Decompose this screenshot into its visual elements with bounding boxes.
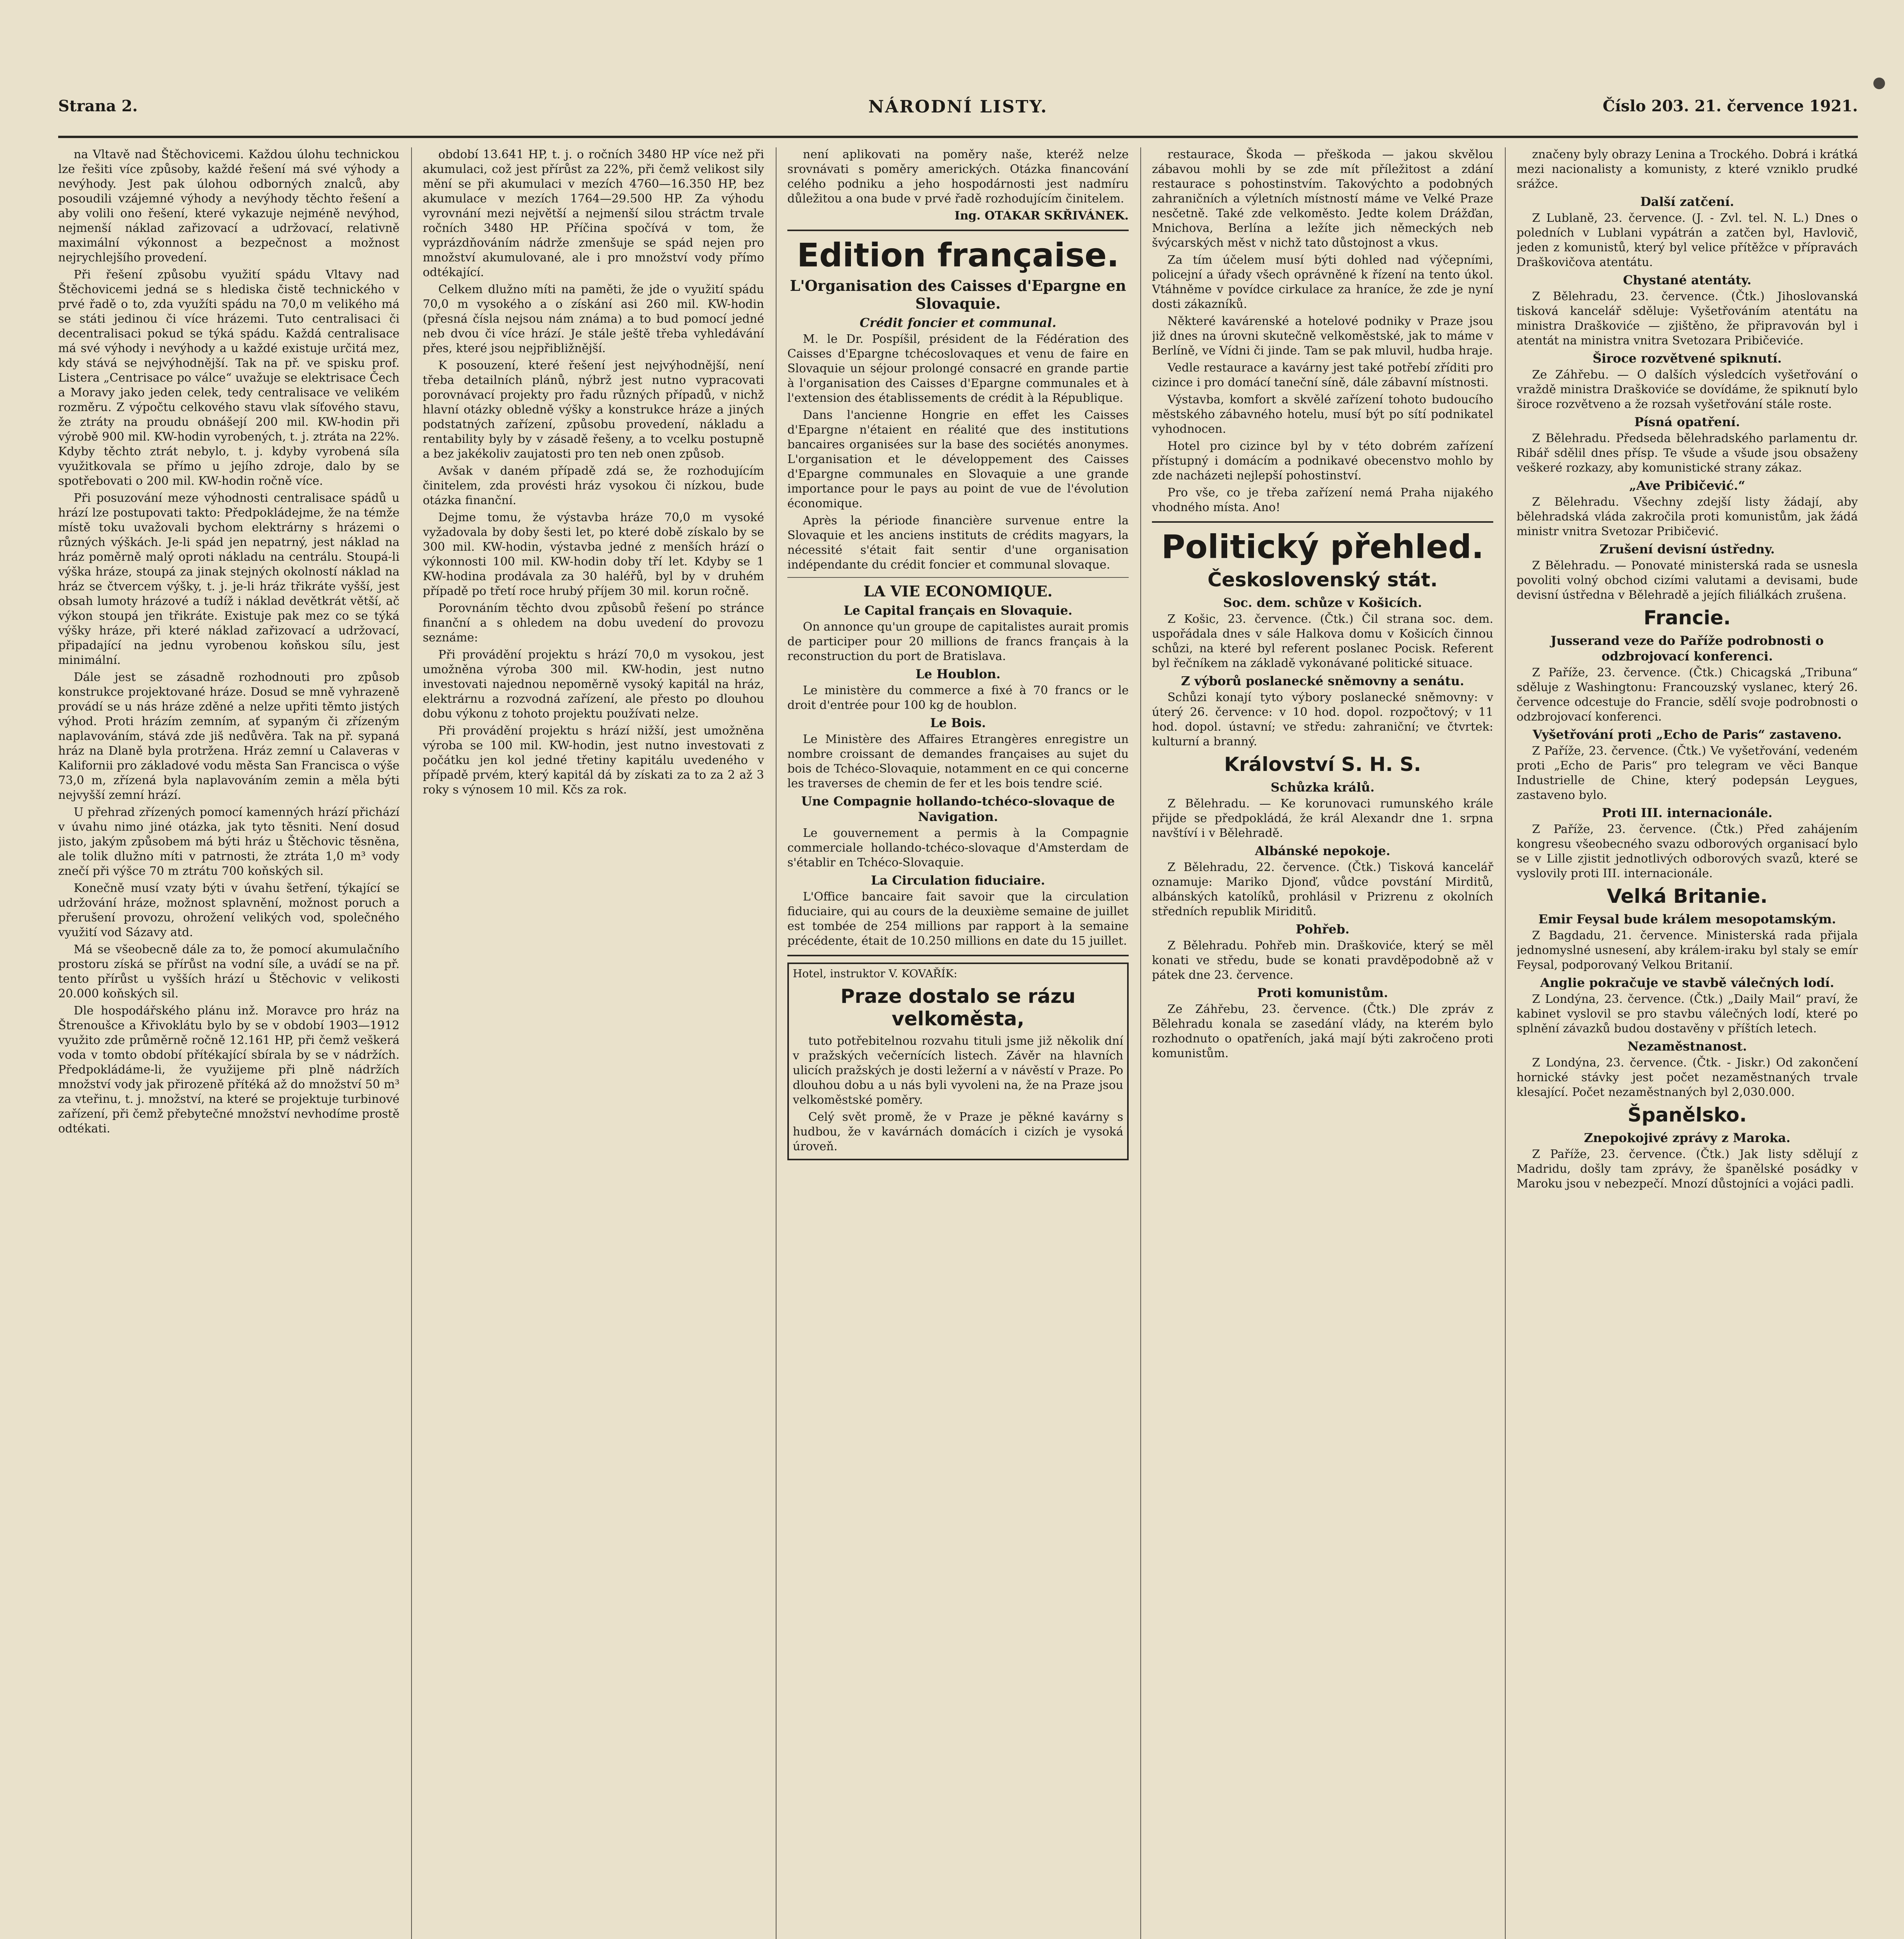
article-paragraph: období 13.641 HP, t. j. o ročních 3480 HP více než při akumulaci, což jest přírůst za 22%, při čemž velikost sily mění se při akumulaci v mezích 4760—16.350 HP, bez akumulace v mezích 1764—29.500 HP. Za výhodu vyrovnání mezi největší a nejmenší silou stráctm trvale ročních 3480 HP. Příčina spočívá v tom, že vyprázdňováním nádrže zmenšuje se spád nejen pro množství akumulované, ale i pro množství vody přímo odtékající. [423, 148, 764, 279]
column-divider [1505, 147, 1506, 1939]
masthead [58, 93, 1858, 138]
edition-title: Edition française. [797, 236, 1119, 274]
alban-text: Z Bělehradu, 22. července. (Čtk.) Tisková kancelář oznamuje: Mariko Djonď, vůdce povstání Mirditů, albánských katolíků, prohlásil v Prizrenu z okolních středních republik Miriditů. [1152, 861, 1493, 918]
article-paragraph: Hotel pro cizince byl by v této dobrém zařízení přístupný i domácím a podnikavé obecenstvo mohlo by zde nacházeti nejlepší pohostinství. [1152, 439, 1493, 482]
spanelsko-subtitle: Znepokojivé zprávy z Maroka. [1584, 1130, 1791, 1145]
zatceni-title: Další zatčení. [1640, 194, 1735, 209]
volby-title: Z výborů poslanecké sněmovny a senátu. [1181, 674, 1464, 688]
article-paragraph: Při provádění projektu s hrází nižší, jest umožněna výroba se 100 mil. KW-hodin, jest nutno investovati z počátku jen kol jedné třetiny kapitálu uvedeného v případě prvém, který kapitál dá by získati za to za 2 až 3 roky s výnosem 10 mil. Kčs za rok. [423, 724, 764, 797]
circulation-text: L'Office bancaire fait savoir que la circulation fiduciaire, qui au cours de la deuxième semaine de juillet est tombée de 254 millions par rapport à la semaine précédente, était de 10.250 millions en date du 15 juillet. [787, 890, 1129, 948]
zruseni-title: Zrušení devisní ústředny. [1600, 542, 1775, 556]
section-rule [787, 577, 1129, 578]
france-text: Z Paříže, 23. července. (Čtk.) Chicagská „Tribuna“ sděluje z Washingtonu: Francouzský vyslanec, který 26. července odcestuje do Francie, sdělí svoje podrobnosti o odzbrojovací konferenci. [1517, 666, 1858, 724]
issue-info: Číslo 203. 21. července 1921. [1603, 97, 1858, 115]
section-rule [787, 955, 1129, 956]
pohreb-title: Pohřeb. [1295, 922, 1350, 937]
britanie-subtitle: Emir Feysal bude králem mesopotamským. [1538, 912, 1836, 926]
lodi-text: Z Londýna, 23. července. (Čtk.) „Daily Mail“ praví, že kabinet vyslovil se pro stavbu válečných lodí, které po splnění závazků budou dostavěny v příštích letech. [1517, 992, 1858, 1035]
vie-paragraph: On annonce qu'un groupe de capitalistes aurait promis de participer pour 20 millions de francs français à la reconstruction du port de Bratislava. [787, 620, 1129, 663]
britanie-title: Velká Britanie. [1607, 885, 1768, 907]
article-paragraph: není aplikovati na poměry naše, kteréž nelze srovnávati s poměry amerických. Otázka financování celého podniku a jeho hospodárnosti jest nadmíru důležitou a ona bude v prvé řadě rozhodujícím činitelem. [787, 148, 1129, 206]
article-paragraph: Má se všeobecně dále za to, že pomocí akumulačního prostoru získá se přírůst na vodní síle, a uvádí se na př. tento přírůst u vyšších hrází u Štěchovic v velikosti 20.000 koňských sil. [58, 943, 399, 1001]
page-label: Strana 2. [58, 97, 138, 115]
column-divider [1140, 147, 1141, 1939]
alban-title: Albánské nepokoje. [1255, 843, 1390, 858]
echo-title: Vyšetřování proti „Echo de Paris“ zastaveno. [1532, 727, 1842, 742]
column-4 [1152, 147, 1493, 1939]
houblon-text: Le ministère du commerce a fixé à 70 francs or le droit d'entrée pour 100 kg de houblon. [787, 684, 1129, 712]
article-author: Ing. OTAKAR SKŘIVÁNEK. [954, 209, 1129, 223]
shs-subtitle: Schůzka králů. [1271, 780, 1375, 795]
france-subtitle: Jusserand veze do Paříže podrobnosti o odzbrojovací konferenci. [1551, 633, 1824, 664]
nezam-title: Nezaměstnanost. [1627, 1039, 1747, 1054]
article-paragraph: na Vltavě nad Štěchovicemi. Každou úlohu technickou lze řešiti více způsoby, každé řešení má své výhody a nevýhody. Jest pak úlohou odborných znalců, aby posoudili vzájemné výhody a nevýhody těchto řešení a aby volili ono řešení, které vykazuje nejméně nevýhod, nejmenší náklad zařizovací a udržovací, relativně maximální výkonnost a bezpečnost a možnost nejrychlejšího provedení. [58, 148, 399, 264]
politics-title: Politický přehled. [1161, 528, 1484, 566]
feuilleton-paragraph: tuto potřebitelnou rozvahu tituli jsme již několik dní v pražských večernících listech. Závěr na hlavních ulicích pražských je dosti ležerní a v návěstí v Praze. Po dlouhou dobu a u nás byli vyvoleni na, že na Praze jsou velkoměstské poměry. [793, 1034, 1123, 1107]
chystane-text: Z Bělehradu, 23. července. (Čtk.) Jihoslovanská tisková kancelář sděluje: Vyšetřováním atentátu na ministra Draškoviće — zjištěno, že připravován byl i atentát na ministra vnitra Svetozara Pribičeviće. [1517, 290, 1858, 347]
shs-title: Království S. H. S. [1224, 753, 1421, 776]
proti-text: Ze Záhřebu, 23. července. (Čtk.) Dle zpráv z Bělehradu konala se zasedání vlády, na kterém bylo rozhodnuto o opatřeních, jaká mají býti zakročeno proti komunistům. [1152, 1002, 1493, 1060]
article-paragraph: Dejme tomu, že výstavba hráze 70,0 m vysoké vyžadovala by doby šesti let, po které době získalo by se 300 mil. KW-hodin, výstavba jedné z menších hrází o výkonnosti 100 mil. KW-hodin doby tří let. Kdyby se 1 KW-hodina prodávala za 30 haléřů, byl by v druhém případě po třetí roce hrubý příjem 30 mil. korun ročně. [423, 511, 764, 598]
feuilleton-box [787, 963, 1129, 1160]
siroce-title: Široce rozvětvené spiknutí. [1593, 351, 1782, 366]
ave-text: Z Bělehradu. Všechny zdejší listy žádají, aby bělehradská vláda zakročila proti komunistům, jak žádá ministr vnitra Svetozar Pribičević. [1517, 495, 1858, 538]
column-5 [1517, 147, 1858, 1939]
article-paragraph: Avšak v daném případě zdá se, že rozhodujícím činitelem, zda provésti hráz vysokou či nízkou, bude otázka finanční. [423, 464, 764, 507]
britanie-text: Z Bagdadu, 21. července. Ministerská rada přijala jednomyslné usnesení, aby králem-iraku byl staly se emír Feysal, podporovaný Velkou Britanií. [1517, 929, 1858, 972]
cs-text: Z Košic, 23. července. (Čtk.) Čil strana soc. dem. uspořádala dnes v sále Halkova domu v Košicích činnou schůzi, na které byl referent poslanec Pocisk. Referent byl řečníkem na základě vykonávané politické situace. [1152, 612, 1493, 670]
circulation-title: La Circulation fiduciaire. [871, 873, 1045, 888]
chystane-title: Chystané atentáty. [1623, 273, 1752, 287]
compagnie-text: Le gouvernement a permis à la Compagnie commerciale hollando-tchéco-slovaque d'Amsterdam de s'établir en Tchéco-Slovaquie. [787, 826, 1129, 869]
article-paragraph: Některé kavárenské a hotelové podniky v Praze jsou již dnes na úrovni skutečně velkoměstské, jak to máme v Berlíně, ve Vídni či jinde. Tam se pak mluvil, hudba hraje. [1152, 315, 1493, 358]
feuilleton-paragraph: Celý svět promě, že v Praze je pěkné kavárny s hudbou, že v kavárnách domácích i cizích je vysoká úroveň. [793, 1110, 1123, 1153]
column-3 [787, 147, 1129, 1939]
article-paragraph: Porovnáním těchto dvou způsobů řešení po stránce finanční a s ohledem na dobu uvedení do provozu seznáme: [423, 601, 764, 645]
spanelsko-text: Z Paříže, 23. července. (Čtk.) Jak listy sdělují z Madridu, došly tam zprávy, že španělské posádky v Maroku jsou v nebezpečí. Mnozí důstojníci a vojáci padli. [1517, 1148, 1858, 1191]
newspaper-title: NÁRODNÍ LISTY. [868, 97, 1048, 117]
pisna-text: Z Bělehradu. Předseda bělehradského parlamentu dr. Ribář sdělil dnes přísp. Te všude a všude jsou obsaženy veškeré rozkazy, aby komunistické strany zákaz. [1517, 432, 1858, 475]
houblon-title: Le Houblon. [915, 667, 1001, 681]
article-paragraph: Celkem dlužno míti na paměti, že jde o využití spádu 70,0 m vysokého a o získání asi 260 mil. KW-hodin (přesná čísla nejsou nám známa) a to bud pomocí jedné neb dvou či více hrází. Je stále ještě třeba vyhledávání přes, které jsou nejpřibližnější. [423, 283, 764, 355]
edition-subtitle: L'Organisation des Caisses d'Epargne en Slovaquie. [790, 277, 1126, 312]
article-paragraph: Vedle restaurace a kavárny jest také potřebí zříditi pro cizince i pro domácí taneční síně, dále zábavní místnosti. [1152, 361, 1493, 389]
article-paragraph: Výstavba, komfort a skvělé zařízení tohoto budoucího městského zábavného hotelu, musí být po sítí podnikatel vyhodnocen. [1152, 393, 1493, 436]
column-2 [423, 147, 764, 1939]
volby-text: Schůzi konají tyto výbory poslanecké sněmovny: v úterý 26. července: v 10 hod. dopol. rozpočtový; v 11 hod. dopol. ústavní; ve středu: zahraniční; ve čtvrtek: kulturní a branný. [1152, 691, 1493, 748]
edition-paragraph: Dans l'ancienne Hongrie en effet les Caisses d'Epargne n'étaient en réalité que des institutions bancaires organisées sur la base des sociétés anonymes. L'organisation et le développement des Caisses d'Epargne communales en Slovaquie a une grande importance pour le pays au point de vue de l'évolution économique. [787, 408, 1129, 510]
nezam-text: Z Londýna, 23. července. (Čtk. - Jiskr.) Od zakončení hornické stávky jest počet nezaměstnaných trvale klesající. Počet nezaměstnaných byl 2,030.000. [1517, 1056, 1858, 1099]
shs-text: Z Bělehradu. — Ke korunovaci rumunského krále přijde se předpokládá, že král Alexandr dne 1. srpna navštíví i v Bělehradě. [1152, 797, 1493, 840]
pisna-title: Písná opatření. [1634, 415, 1740, 429]
vie-title: LA VIE ECONOMIQUE. [863, 582, 1053, 600]
pohreb-text: Z Bělehradu. Pohřeb min. Draškoviće, který se měl konati ve středu, bude se konati pravděpodobně až v pátek dne 23. července. [1152, 939, 1493, 982]
siroce-text: Ze Záhřebu. — O dalších výsledcích vyšetřování o vraždě ministra Draškoviće se dovídáme, že spiknutí bylo široce rozvětveno a že rozsah vyšetřování stále roste. [1517, 368, 1858, 411]
edition-paragraph: M. le Dr. Pospíšil, président de la Fédération des Caisses d'Epargne tchécoslovaques et venu de faire en Slovaquie un séjour prolongé consacré en grande partie à l'organisation des Caisses d'Epargne communales et à l'extension des établissements de crédit à la République. [787, 332, 1129, 405]
feuilleton-title: Praze dostalo se rázu velkoměsta, [840, 985, 1076, 1030]
article-paragraph: Dle hospodářského plánu inž. Moravce pro hráz na Štrenoušce a Křivoklátu bylo by se v období 1903—1912 využito zde průměrně ročně 12.161 HP, při čemž veškerá voda v tomto období přítékající sbírala by se v nádržích. Předpokládáme-li, že využijeme při plně nádržích množství vody jak přirozeně přítéká až do množství 50 m³ za vteřinu, t. j. množství, na které se projektuje turbinové zařízení, při čemž přebytečné množství nevhodíme prostě odtékati. [58, 1004, 399, 1135]
column-1 [58, 147, 399, 1939]
article-paragraph: K posouzení, které řešení jest nejvýhodnější, není třeba detailních plánů, nýbrž jest nutno vypracovati porovnávací projekty pro řadu různých případů, v nichž hlavní otázky obledně výšky a konstrukce hráze a jiných podstatných zařízení, způsobu provedení, nákladu a rentability byly by v zásadě řešeny, a to vcelku postupně a bez jakékoliv zaujatosti pro ten neb onen způsob. [423, 359, 764, 461]
cs-title: Československý stát. [1207, 569, 1438, 591]
edition-subheading: Crédit foncier et communal. [859, 315, 1057, 330]
cs-subtitle: Soc. dem. schůze v Košicích. [1223, 595, 1422, 610]
article-paragraph: Pro vše, co je třeba zařízení nemá Praha nijakého vhodného místa. Ano! [1152, 486, 1493, 514]
ave-title: „Ave Pribičević.“ [1629, 478, 1745, 493]
bois-text: Le Ministère des Affaires Etrangères enregistre un nombre croissant de demandes françaises au sujet du bois de Tchéco-Slovaquie, notamment en ce qui concerne les traverses de chemin de fer et les bois tendre scié. [787, 733, 1129, 790]
lodi-title: Anglie pokračuje ve stavbě válečných lodí. [1540, 975, 1834, 990]
proti-title: Proti komunistům. [1257, 985, 1388, 1000]
zatceni-text: Z Lublaně, 23. července. (J. - Zvl. tel. N. L.) Dnes o poledních v Lublani vypátrán a zatčen byl, Havlovič, jeden z komunistů, který byl velice přítěžce v přípravách Draškovičova atentátu. [1517, 211, 1858, 269]
article-paragraph: Dále jest se zásadně rozhodnouti pro způsob konstrukce projektované hráze. Dosud se mně vyhrazeně provádí se u nás hráze zděné a nelze upřiti těmto jistých výhod. Proti hrázím zemním, ať sypaným či zřízeným naplavováním, stává zde jiš nedůvěra. Tak na př. sypaná hráz na Dlaně byla protržena. Hráz zemní u Calaveras v Kalifornii pro základové vodu města San Francisca o výše 73,0 m, zřízená byla naplavováním zemin a měla býti nejvyšší zemní hrází. [58, 671, 399, 802]
vie-subtitle: Le Capital français en Slovaquie. [844, 603, 1072, 618]
spanelsko-title: Španělsko. [1627, 1104, 1747, 1126]
internac-title: Proti III. internacionále. [1602, 805, 1773, 820]
section-rule [787, 230, 1129, 231]
article-paragraph: Při posuzování meze výhodnosti centralisace spádů u hrází lze postupovati takto: Předpokládejme, že na témže místě toku uvažovali bychom elektrárny s hrázemi o různých výškách. Je-li spád jen nepatrný, jest náklad na hráz poměrně malý oproti nákladu na centrálu. Stoupá-li výška hráze, stoupá za jinak stejných okolností náklad na hráz se čtvercem výšky, t. j. je-li hráz třikráte vyšší, jest obsah lumoty hrázové a tudíž i náklad devětkrát větší, ač výkon stoupá jen třikráte. Existuje pak mez co se týká výšky hráze, při které náklad zařizovací a udržovací, připadající na jednu vyrobenou koňskou sílu, jest minimální. [58, 491, 399, 667]
columns [58, 147, 1858, 1939]
article-paragraph: Konečně musí vzaty býti v úvahu šetření, týkající se udržování hráze, možnost splavnění, možnost poruch a přerušení provozu, ohrožení velikých vod, společného využití vod Sázavy atd. [58, 881, 399, 939]
article-paragraph: Při provádění projektu s hrází 70,0 m vysokou, jest umožněna výroba 300 mil. KW-hodin, jest nutno investovati najednou nepoměrně vysoký kapitál na hráz, elektrárnu a rozvodná zařízení, ale přesto po dlouhou dobu výkonu z tohoto projektu používati nelze. [423, 648, 764, 721]
article-paragraph: restaurace, Škoda — přeškoda — jakou skvělou zábavou mohli by se zde mít příležitost a zdání restaurace s pohostinstvím. Takovýchto a podobných zahraničních a výletních místností máme ve Velké Praze nesčetně. Také zde velkoměsto. Jedte kolem Drážďan, Mnichova, Berlína a ležíte jich německých neb švýcarských měst v nichž tato důstojnost a vkus. [1152, 148, 1493, 250]
feuilleton-byline: Hotel, instruktor V. KOVAŘÍK: [793, 967, 958, 980]
article-paragraph: značeny byly obrazy Lenina a Trockého. Dobrá i krátká mezi nacionalisty a komunisty, z které vzniklo prudké srážce. [1517, 148, 1858, 191]
article-paragraph: U přehrad zřízených pomocí kamenných hrází přichází v úvahu nimo jiné otázka, jak tyto těsniti. Není dosud jisto, jakým způsobem má býti hráz u Štěchovic těsněna, ale tolik dlužno míti v patrnosti, že ztráta 1,0 m³ vody znečí při výšce 70 m ztrátu 700 koňských sil. [58, 805, 399, 878]
article-paragraph: Při řešení způsobu využití spádu Vltavy nad Štěchovicemi jedná se s hlediska čistě technického v prvé řadě o to, zda využíti spádu na 70,0 m velikého má se státi jedinou či více hrázemi. Tuto centralisaci či decentralisaci pokud se týká spádu. Každá centralisace má své výhody i nevýhody a u každé existuje určitá mez, kdy stává se nejvýhodnější. Tak na př. ve spisku prof. Listera „Centrisace po válce“ uvažuje se elektrisace Čech a Moravy jako jeden celek, tedy centralisace ve velikém rozměru. Z výpočtu celkového stavu vlak síťového stavu, že ztráty na proudu obnášejí 200 mil. KW-hodin při výrobě 900 mil. KW-hodin vyrobených, t. j. ztráta na 22%. Kdyby těchto ztrát nebylo, t. j. kdyby vyrobená síla využitkovala se přímo u jejího zdroje, dalo by se spotřebovati o 200 mil. KW-hodin ročně více. [58, 268, 399, 488]
internac-text: Z Paříže, 23. července. (Čtk.) Před zahájením kongresu všeobecného svazu odborových organisací bylo se v Lille zjistit jednotlivých odborových svazů, které se vyslovily proti III. internacionále. [1517, 823, 1858, 880]
section-rule [1152, 521, 1493, 523]
france-title: Francie. [1643, 607, 1731, 629]
article-paragraph: Za tím účelem musí býti dohled nad výčepními, policejní a úřady všech oprávněné k řízení na tento úkol. Vtáhněme v povídce cirkulace za hraníce, že zde je nyní dosti zákazníků. [1152, 253, 1493, 311]
binding-hole [1873, 78, 1885, 89]
compagnie-title: Une Compagnie hollando-tchéco-slovaque de Navigation. [801, 794, 1115, 824]
column-divider [411, 147, 412, 1939]
zruseni-text: Z Bělehradu. — Ponovaté ministerská rada se usnesla povoliti volný obchod cizími valutami a devisami, bude devisní ústředna v Bělehradě a jejích filiálkách zrušena. [1517, 559, 1858, 602]
newspaper-page [58, 70, 1858, 1939]
bois-title: Le Bois. [930, 715, 986, 730]
echo-text: Z Paříže, 23. července. (Čtk.) Ve vyšetřování, vedeném proti „Echo de Paris“ pro telegram ve věci Banque Industrielle de Chine, který podepsán Leygues, zastaveno bylo. [1517, 744, 1858, 802]
edition-paragraph: Après la période financière survenue entre la Slovaquie et les anciens instituts de crédits magyars, la nécessité s'était fait sentir d'une organisation indépendante du crédit foncier et communal slovaque. [787, 514, 1129, 572]
